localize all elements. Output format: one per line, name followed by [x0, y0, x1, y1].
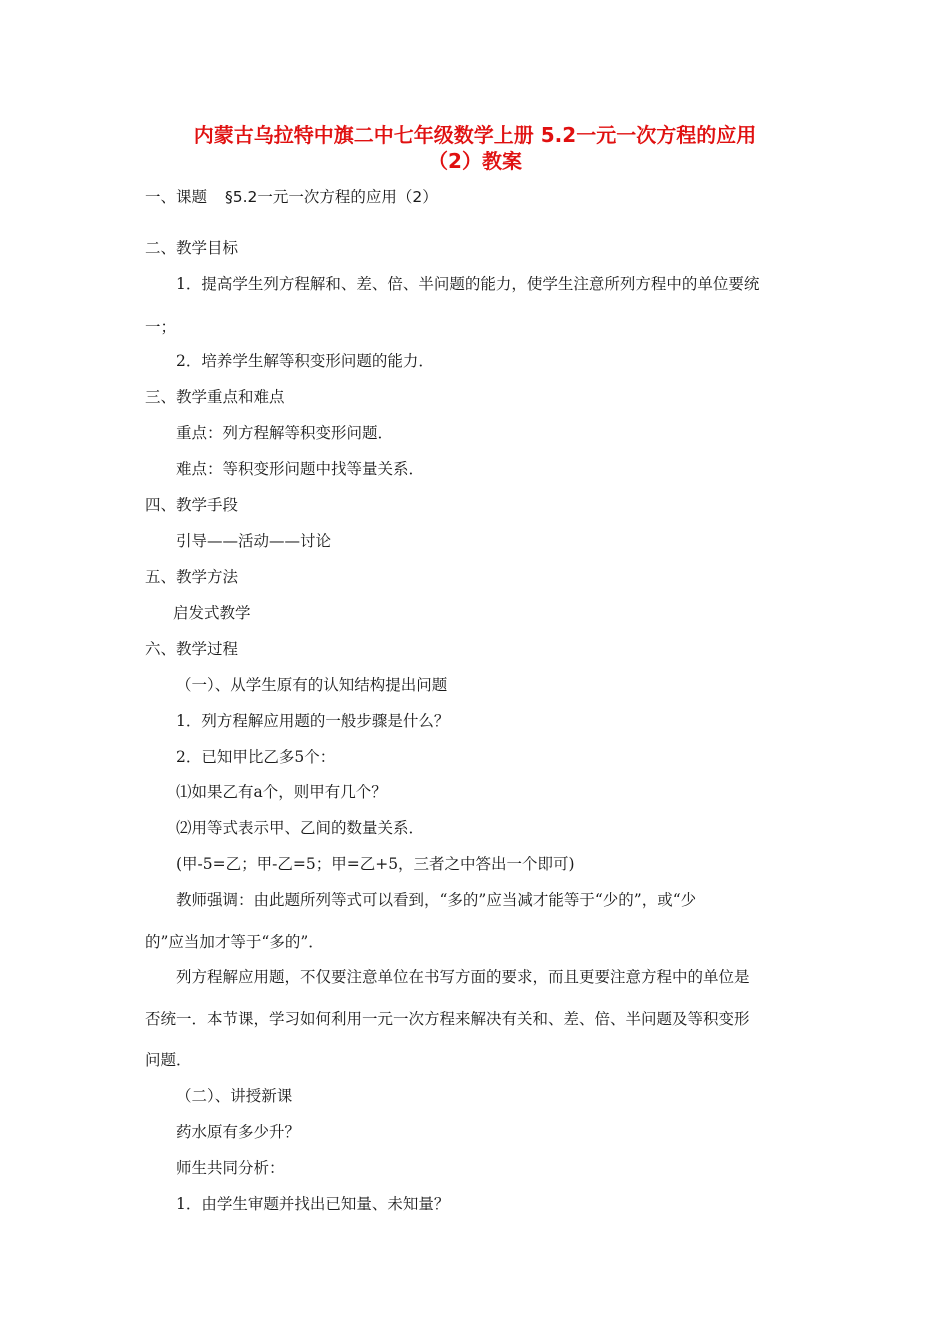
- section-process-heading: 六、教学过程: [145, 640, 239, 658]
- section-means-heading: 四、教学手段: [145, 496, 239, 514]
- course-row: [145, 186, 438, 208]
- objective-item-1-cont: 一；: [145, 318, 177, 336]
- process-part2-heading: （二）、讲授新课: [176, 1087, 293, 1105]
- teacher-note-line2: 的”应当加才等于“多的”．: [145, 933, 324, 951]
- objective-item-1: 1．提高学生列方程解和、差、倍、半问题的能力，使学生注意所列方程中的单位要统: [176, 275, 760, 293]
- process-question-2: 2．已知甲比乙多5个：: [176, 748, 336, 766]
- new-lesson-question: 药水原有多少升？: [176, 1123, 301, 1141]
- paragraph-line3: 问题．: [145, 1051, 192, 1069]
- document-title-line2: （2）教案: [428, 149, 522, 173]
- process-question-2-sub2: ⑵用等式表示甲、乙间的数量关系．: [176, 819, 425, 837]
- objective-item-2: 2．培养学生解等积变形问题的能力．: [176, 352, 434, 370]
- focus-key-point: 重点：列方程解等积变形问题．: [176, 424, 394, 442]
- means-text: 引导——活动——讨论: [176, 532, 332, 550]
- section-objectives-heading: 二、教学目标: [145, 239, 239, 257]
- process-part1-heading: （一）、从学生原有的认知结构提出问题: [176, 676, 448, 694]
- course-value: §5.2一元一次方程的应用（2）: [225, 188, 438, 206]
- process-question-2-answer: (甲-5=乙；甲-乙=5；甲=乙+5，三者之中答出一个即可): [176, 855, 575, 873]
- joint-analysis-label: 师生共同分析：: [176, 1159, 285, 1177]
- paragraph-line2: 否统一．本节课，学习如何利用一元一次方程来解决有关和、差、倍、半问题及等积变形: [145, 1010, 750, 1028]
- method-text: 启发式教学: [173, 604, 251, 622]
- section-focus-heading: 三、教学重点和难点: [145, 388, 285, 406]
- focus-difficulty: 难点：等积变形问题中找等量关系．: [176, 460, 425, 478]
- section-method-heading: 五、教学方法: [145, 568, 239, 586]
- process-question-1: 1．列方程解应用题的一般步骤是什么？: [176, 712, 450, 730]
- document-title-line1: 内蒙古乌拉特中旗二中七年级数学上册 5.2一元一次方程的应用: [193, 123, 757, 147]
- paragraph-line1: 列方程解应用题，不仅要注意单位在书写方面的要求，而且更要注意方程中的单位是: [176, 968, 750, 986]
- course-label: 一、课题: [145, 188, 208, 206]
- process-question-2-sub1: ⑴如果乙有a个，则甲有几个？: [176, 783, 387, 801]
- teacher-note-line1: 教师强调：由此题所列等式可以看到，“多的”应当减才能等于“少的”，或“少: [176, 891, 697, 909]
- analysis-step-1: 1．由学生审题并找出已知量、未知量？: [176, 1195, 450, 1213]
